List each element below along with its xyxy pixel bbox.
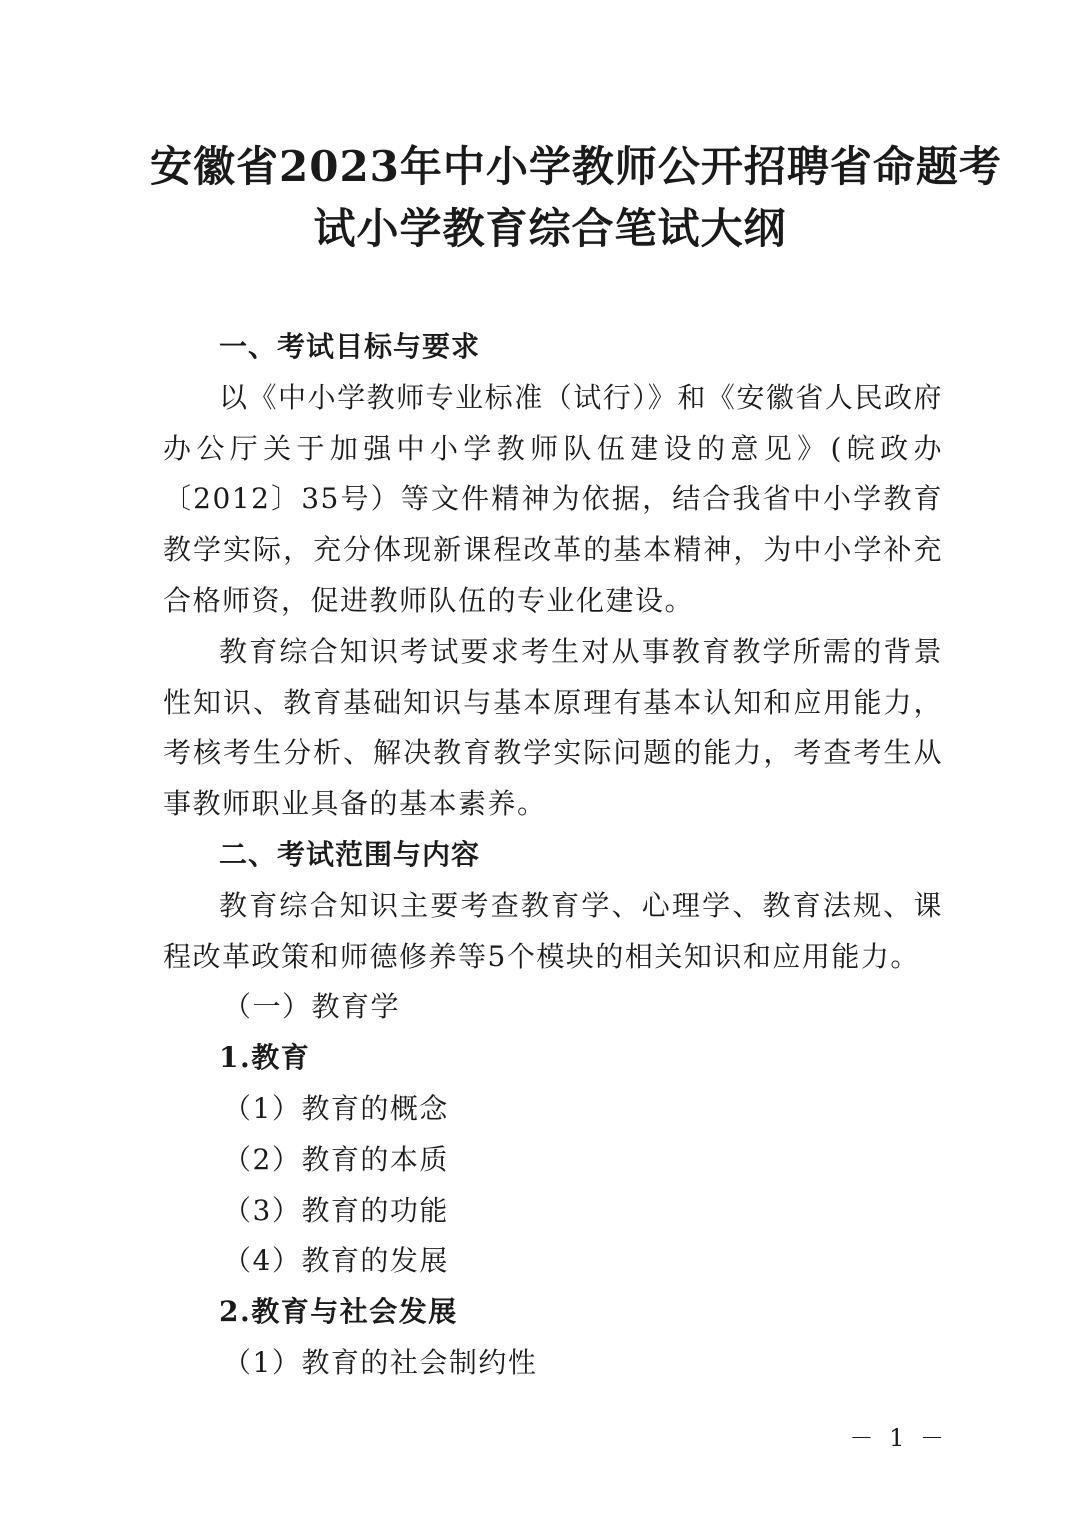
document-title-line-2: 试小学教育综合笔试大纲: [313, 204, 787, 253]
page-number: － 1 －: [849, 1424, 948, 1452]
section-1-paragraph-1: 以《中小学教师专业标准（试行）》和《安徽省人民政府办公厅关于加强中小学教师队伍建设的意见》(皖政办〔2012〕35号）等文件精神为依据，结合我省中小学教育教学实际，充分体现新课程改革的基本精神，为中小学补充合格师资，促进教师队伍的专业化建设。: [163, 380, 943, 617]
section-1-heading: 一、考试目标与要求: [219, 330, 481, 363]
topic-2-heading: 2.教育与社会发展: [219, 1295, 458, 1329]
topic-1-item: （2）教育的本质: [223, 1142, 449, 1176]
topic-1-item: （3）教育的功能: [223, 1193, 449, 1227]
topic-1-heading: 1.教育: [219, 1041, 311, 1075]
topic-1-item: （1）教育的概念: [223, 1091, 449, 1125]
topic-1-item: （4）教育的发展: [223, 1244, 449, 1278]
document-body: [163, 322, 943, 1389]
section-2-heading: 二、考试范围与内容: [219, 837, 481, 871]
module-1-heading: （一）教育学: [223, 990, 401, 1024]
document-title-line-1: 安徽省2023年中小学教师公开招聘省命题考: [150, 142, 1002, 191]
topic-2-item: （1）教育的社会制约性: [223, 1345, 538, 1379]
section-2-paragraph-1: 教育综合知识主要考查教育学、心理学、教育法规、课程改革政策和师德修养等5个模块的相关知识和应用能力。: [163, 888, 943, 973]
section-1-paragraph-2: 教育综合知识考试要求考生对从事教育教学所需的背景性知识、教育基础知识与基本原理有基本认知和应用能力，考核考生分析、解决教育教学实际问题的能力，考查考生从事教师职业具备的基本素养。: [163, 634, 943, 821]
